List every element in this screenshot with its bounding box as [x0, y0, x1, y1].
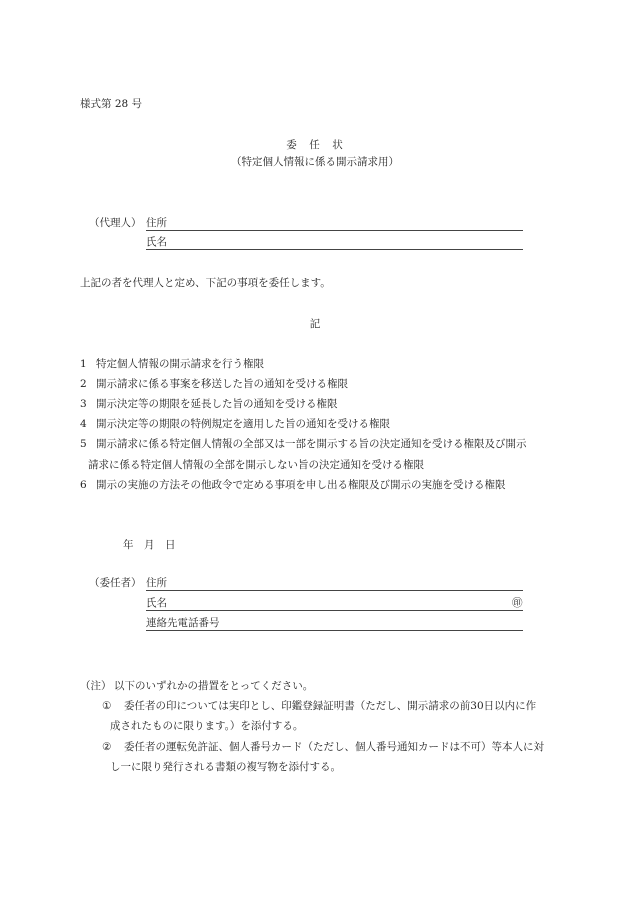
item-text: 開示の実施の方法その他政令で定める事項を申し出る権限及び開示の実施を受ける権限	[96, 479, 506, 491]
principal-address-label: 住所	[146, 577, 167, 589]
item-text: 開示請求に係る事案を移送した旨の通知を受ける権限	[96, 378, 348, 390]
intro-text: 上記の者を代理人と定め、下記の事項を委任します。	[80, 277, 331, 289]
note1-line2: 成されたものに限ります。）を添付する。	[110, 720, 304, 732]
item-number: 6	[80, 479, 87, 491]
principal-phone-line[interactable]	[146, 630, 523, 631]
agent-name-line[interactable]	[146, 249, 523, 250]
item-number: 2	[80, 378, 87, 390]
agent-name-label: 氏名	[146, 236, 167, 248]
principal-address-line[interactable]	[146, 590, 523, 591]
item-number: 3	[80, 398, 87, 410]
item-number: 4	[80, 418, 87, 430]
item-number: 5	[80, 438, 87, 450]
note1-line1: 委任者の印については実印とし、印鑑登録証明書（ただし、開示請求の前30日以内に作	[124, 700, 537, 712]
item-text: 特定個人情報の開示請求を行う権限	[96, 358, 264, 370]
ki-heading: 記	[309, 318, 321, 330]
principal-label: （委任者）	[89, 577, 142, 589]
principal-name-label: 氏名	[146, 597, 167, 609]
notes-label: （注）	[80, 680, 112, 692]
agent-label: （代理人）	[89, 217, 142, 229]
principal-phone-label: 連絡先電話番号	[146, 617, 220, 629]
note2-line1: 委任者の運転免許証、個人番号カード（ただし、個人番号通知カードは不可）等本人に対	[124, 741, 544, 753]
agent-address-line[interactable]	[146, 230, 523, 231]
item-text: 開示決定等の期限の特例規定を適用した旨の通知を受ける権限	[96, 418, 390, 430]
date-line[interactable]: 年 月 日	[123, 539, 176, 551]
agent-address-label: 住所	[146, 217, 167, 229]
note2-line2: し一に限り発行される書類の複写物を添付する。	[110, 761, 341, 773]
item-number: 1	[80, 358, 87, 370]
note1-mark: ①	[102, 700, 112, 712]
form-number: 様式第 28 号	[80, 98, 143, 110]
item-text-continuation: 請求に係る特定個人情報の全部を開示しない旨の決定通知を受ける権限	[88, 459, 424, 471]
notes-lead: 以下のいずれかの措置をとってください。	[114, 680, 314, 692]
item-text: 開示決定等の期限を延長した旨の通知を受ける権限	[96, 398, 338, 410]
principal-name-line[interactable]	[146, 610, 523, 611]
document-title: 委 任 状	[286, 139, 344, 151]
seal-mark: ㊞	[512, 597, 523, 609]
note2-mark: ②	[102, 741, 112, 753]
document-subtitle: （特定個人情報に係る開示請求用）	[231, 156, 399, 168]
item-text: 開示請求に係る特定個人情報の全部又は一部を開示する旨の決定通知を受ける権限及び開示	[96, 438, 527, 450]
